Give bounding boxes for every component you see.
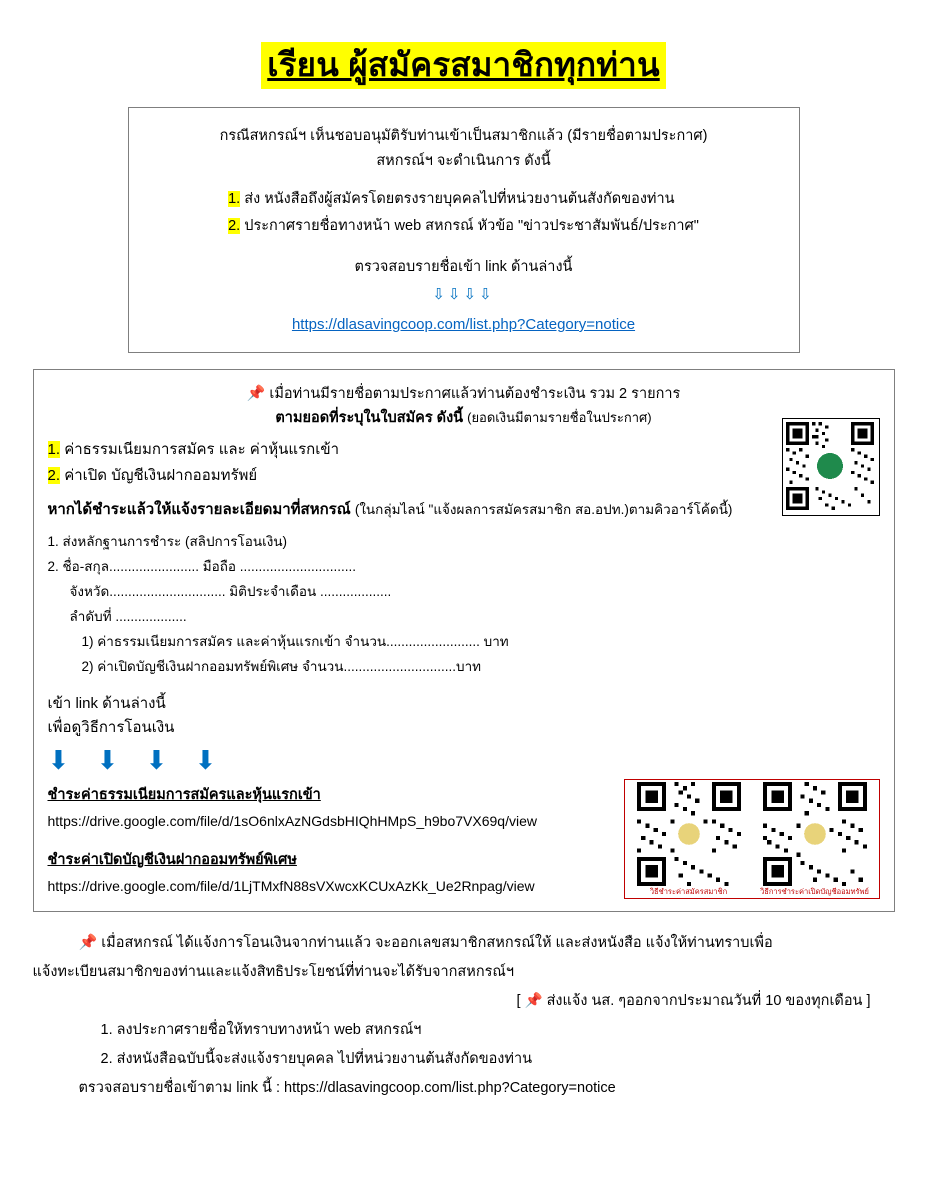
notify-detail-3: จังหวัด............................... มิติประจำเดือน ................... bbox=[69, 583, 392, 599]
step-1-text: ส่ง หนังสือถึงผู้สมัครโดยตรงรายบุคคลไปที่หน่วยงานต้นสังกัดของท่าน bbox=[244, 190, 675, 207]
payment-item-1-text: ค่าธรรมเนียมการสมัคร และ ค่าหุ้นแรกเข้า bbox=[64, 440, 340, 458]
down-arrows-icon: ⇩⇩⇩⇩ bbox=[432, 285, 495, 303]
payment-heading-line-1 bbox=[48, 382, 880, 406]
footer-item-1: 1. ลงประกาศรายชื่อให้ทราบทางหน้า web สหกรณ์ฯ bbox=[100, 1022, 422, 1039]
transfer-link-heading bbox=[48, 692, 880, 740]
payment-heading-note: (ยอดเงินมีตามรายชื่อในประกาศ) bbox=[467, 409, 652, 425]
download-2-url[interactable]: https://drive.google.com/file/d/1LjTMxfN88sVXwcxKCUxAzKk_Ue2Rnpag/view bbox=[47, 877, 535, 894]
qr-code-savings-account-svg bbox=[756, 782, 874, 886]
payment-item-1-number: 1. bbox=[47, 440, 61, 458]
qr-cell-left bbox=[627, 782, 751, 896]
footer-section bbox=[33, 928, 895, 1103]
payment-items bbox=[48, 438, 880, 488]
notice-list-link[interactable]: https://dlasavingcoop.com/list.php?Category=notice bbox=[291, 316, 636, 334]
download-1-title: ชำระค่าธรรมเนียมการสมัครและหุ้นแรกเข้า bbox=[47, 787, 321, 804]
big-down-arrows-icon: ⬇ ⬇ ⬇ ⬇ bbox=[47, 744, 227, 775]
qr-code-svg bbox=[783, 419, 877, 513]
payment-item-2 bbox=[48, 464, 880, 488]
payment-box bbox=[33, 369, 895, 912]
announcement-step-2 bbox=[228, 214, 699, 239]
footer-note: [ 📌 ส่งแจ้ง นส. ๆออกจากประมาณวันที่ 10 ของทุกเดือน ] bbox=[516, 993, 871, 1010]
notify-line-note: (ในกลุ่มไลน์ "แจ้งผลการสมัครสมาชิก สอ.อปท.)ตามคิวอาร์โค้ดนี้) bbox=[354, 501, 733, 517]
title-container bbox=[0, 0, 927, 89]
notify-detail-5: 1) ค่าธรรมเนียมการสมัคร และค่าหุ้นแรกเข้า จำนวน......................... บาท bbox=[81, 633, 509, 649]
transfer-qr-codes bbox=[624, 779, 880, 899]
download-1-url[interactable]: https://drive.google.com/file/d/1sO6nlxAzNGdsbHIQhHMpS_h9bo7VX69q/view bbox=[47, 813, 537, 830]
announcement-line-1: กรณีสหกรณ์ฯ เห็นชอบอนุมัติรับท่านเข้าเป็นสมาชิกแล้ว (มีรายชื่อตามประกาศ) bbox=[219, 127, 708, 144]
payment-item-1 bbox=[48, 438, 880, 462]
transfer-link-heading-2: เพื่อดูวิธีการโอนเงิน bbox=[47, 718, 175, 736]
page-title: เรียน ผู้สมัครสมาชิกทุกท่าน bbox=[261, 42, 665, 89]
footer-line-2: แจ้งทะเบียนสมาชิกของท่านและแจ้งสิทธิประโยชน์ที่ท่านจะได้รับจากสหกรณ์ฯ bbox=[32, 964, 514, 981]
qr-caption-left: วิธีชำระค่าสมัครสมาชิก bbox=[649, 887, 728, 897]
notify-detail-2: 2. ชื่อ-สกุล........................ มือถือ ............................... bbox=[47, 558, 357, 574]
footer-line-1-text: เมื่อสหกรณ์ ได้แจ้งการโอนเงินจากท่านแล้ว จะออกเลขสมาชิกสหกรณ์ให้ และส่งหนังสือ แจ้งให้ท่านทราบเพื่อ bbox=[101, 935, 773, 952]
announcement-intro bbox=[143, 124, 785, 175]
footer-item-3: ตรวจสอบรายชื่อเข้าตาม link นี้ : https://dlasavingcoop.com/list.php?Category=notice bbox=[78, 1080, 616, 1097]
check-list-block bbox=[143, 255, 785, 338]
step-2-number: 2. bbox=[228, 218, 241, 235]
payment-item-2-number: 2. bbox=[47, 466, 61, 484]
payment-heading-line-2 bbox=[48, 407, 880, 430]
footer-pin-icon: 📌 bbox=[78, 934, 98, 952]
announcement-step-1 bbox=[228, 187, 699, 212]
footer-item-2: 2. ส่งหนังสือฉบับนี้จะส่งแจ้งรายบุคคล ไปที่หน่วยงานต้นสังกัดของท่าน bbox=[100, 1051, 533, 1068]
check-list-text: ตรวจสอบรายชื่อเข้า link ด้านล่างนี้ bbox=[354, 259, 573, 276]
payment-heading-text-2: ตามยอดที่ระบุในใบสมัคร ดังนี้ bbox=[275, 409, 464, 426]
qr-cell-right bbox=[753, 782, 877, 896]
announcement-box bbox=[128, 107, 800, 354]
transfer-link-heading-1: เข้า link ด้านล่างนี้ bbox=[47, 694, 166, 712]
notify-detail-4: ลำดับที่ ................... bbox=[69, 608, 187, 624]
footer-line-1 bbox=[33, 928, 895, 958]
payment-heading bbox=[48, 382, 880, 429]
download-2-title: ชำระค่าเปิดบัญชีเงินฝากออมทรัพย์พิเศษ bbox=[47, 851, 297, 868]
qr-code-membership-fee-svg bbox=[630, 782, 748, 886]
qr-caption-right: วิธีการชำระค่าเปิดบัญชีออมทรัพย์ bbox=[760, 887, 869, 897]
step-2-text: ประกาศรายชื่อทางหน้า web สหกรณ์ หัวข้อ "ข่าวประชาสัมพันธ์/ประกาศ" bbox=[244, 218, 699, 235]
payment-item-2-text: ค่าเปิด บัญชีเงินฝากออมทรัพย์ bbox=[64, 466, 258, 484]
notify-details bbox=[48, 530, 880, 680]
payment-heading-text-1: เมื่อท่านมีรายชื่อตามประกาศแล้วท่านต้องชำระเงิน รวม 2 รายการ bbox=[269, 386, 681, 403]
notify-detail-1: 1. ส่งหลักฐานการชำระ (สลิปการโอนเงิน) bbox=[47, 533, 288, 549]
step-1-number: 1. bbox=[228, 190, 241, 207]
notify-line bbox=[48, 498, 880, 522]
notify-line-strong: หากได้ชำระแล้วให้แจ้งรายละเอียดมาที่สหกรณ์ bbox=[47, 500, 351, 518]
announcement-steps bbox=[228, 187, 699, 242]
pin-icon: 📌 bbox=[246, 385, 266, 403]
line-group-qr-code bbox=[782, 418, 880, 516]
notify-detail-6: 2) ค่าเปิดบัญชีเงินฝากออมทรัพย์พิเศษ จำนวน..............................บาท bbox=[81, 658, 482, 674]
announcement-line-2: สหกรณ์ฯ จะดำเนินการ ดังนี้ bbox=[376, 153, 551, 170]
